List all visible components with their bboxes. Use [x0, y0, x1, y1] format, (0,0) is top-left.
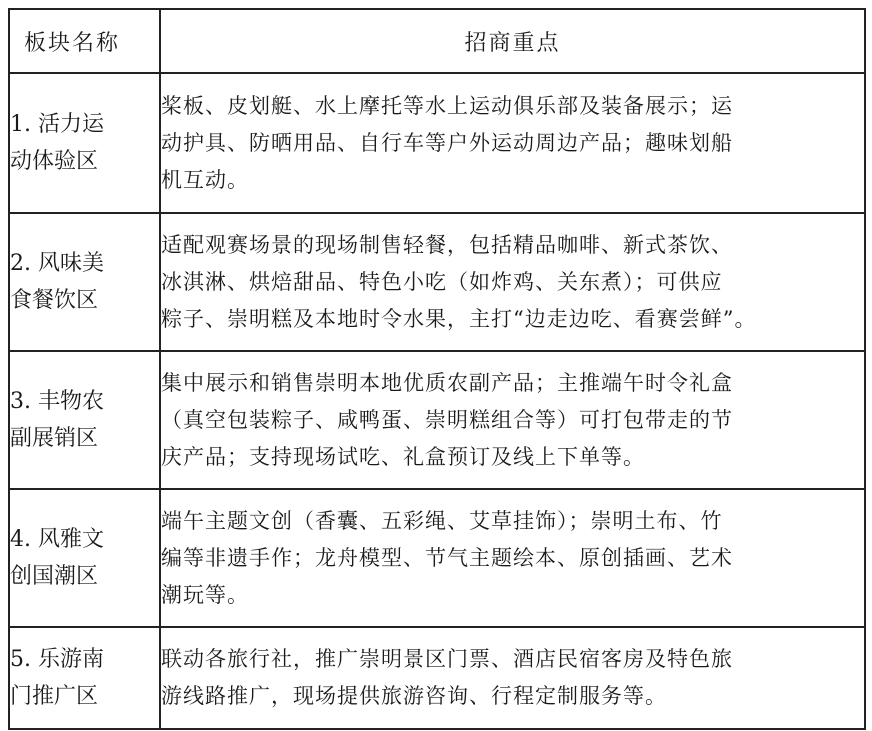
- zone-name-line: 4. 风雅文: [10, 527, 104, 552]
- zone-focus-line: 庆产品；支持现场试吃、礼盒预订及线上下单等。: [161, 444, 645, 469]
- table-row: [9, 627, 865, 729]
- zone-name-cell: [9, 213, 160, 351]
- zone-name-line: 3. 丰物农: [10, 389, 104, 414]
- column-header-name: 板块名称: [9, 9, 160, 73]
- zone-focus-cell: [160, 627, 865, 729]
- zone-name-line: 食餐饮区: [10, 288, 99, 313]
- zone-name-line: 创国潮区: [10, 564, 99, 589]
- zone-name-cell: [9, 351, 160, 489]
- zone-focus-line: 适配观赛场景的现场制售轻餐，包括精品咖啡、新式茶饮、: [161, 232, 733, 257]
- zone-name-cell: [9, 627, 160, 729]
- zone-focus-line: （真空包装粽子、咸鸭蛋、崇明糕组合等）可打包带走的节: [161, 407, 733, 432]
- zone-name-line: 动体验区: [10, 149, 99, 174]
- zone-name-line: 5. 乐游南: [10, 647, 104, 672]
- zone-focus-line: 游线路推广，现场提供旅游咨询、行程定制服务等。: [161, 684, 667, 708]
- zone-focus-line: 机互动。: [161, 167, 249, 192]
- zone-name-line: 2. 风味美: [10, 251, 104, 276]
- zone-focus-line: 潮玩等。: [161, 582, 249, 607]
- zone-name-line: 副展销区: [10, 426, 99, 451]
- zone-focus-line: 端午主题文创（香囊、五彩绳、艾草挂饰）；崇明土布、竹: [161, 508, 723, 533]
- zone-focus-cell: [160, 213, 865, 351]
- zone-focus-line: 联动各旅行社，推广崇明景区门票、酒店民宿客房及特色旅: [161, 647, 733, 671]
- table-header-row: [9, 9, 865, 73]
- zone-name-line: 门推广区: [10, 684, 99, 709]
- zone-focus-cell: [160, 73, 865, 213]
- zone-focus-cell: [160, 489, 865, 627]
- zone-focus-line: 粽子、崇明糕及本地时令水果，主打“边走边吃、看赛尝鲜”。: [161, 306, 757, 331]
- table-row: [9, 489, 865, 627]
- zone-focus-line: 编等非遗手作；龙舟模型、节气主题绘本、原创插画、艺术: [161, 545, 733, 570]
- table-row: [9, 73, 865, 213]
- zone-table: [8, 8, 866, 730]
- table-row: [9, 351, 865, 489]
- zone-focus-cell: [160, 351, 865, 489]
- zone-focus-line: 集中展示和销售崇明本地优质农副产品；主推端午时令礼盒: [161, 370, 733, 395]
- zone-focus-line: 冰淇淋、烘焙甜品、特色小吃（如炸鸡、关东煮）；可供应: [161, 269, 723, 294]
- table-row: [9, 213, 865, 351]
- zone-name-cell: [9, 489, 160, 627]
- zone-name-cell: [9, 73, 160, 213]
- zone-focus-line: 桨板、皮划艇、水上摩托等水上运动俱乐部及装备展示；运: [161, 93, 733, 118]
- zone-focus-line: 动护具、防晒用品、自行车等户外运动周边产品；趣味划船: [161, 130, 733, 155]
- zone-name-line: 1. 活力运: [10, 112, 104, 137]
- column-header-focus: 招商重点: [160, 9, 865, 73]
